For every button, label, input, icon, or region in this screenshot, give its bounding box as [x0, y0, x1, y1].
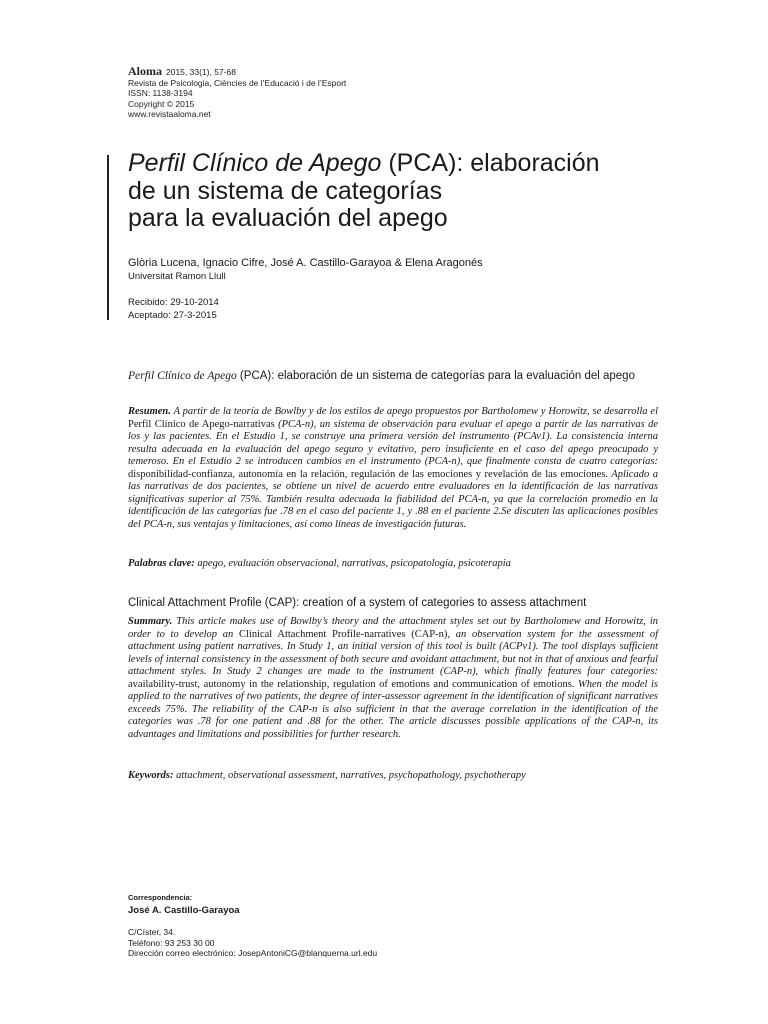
english-summary	[128, 616, 658, 741]
summary-text-2: Clinical Attachment Profile-narratives (CAP-n)	[238, 628, 448, 640]
correspondence-details	[128, 927, 377, 959]
journal-copyright: Copyright © 2015	[128, 98, 195, 109]
abstract-text-1: A partir de la teoría de Bowlby y de los estilos de apego propuestos por Bartholomew y Horowitz, se desarrolla el	[170, 406, 658, 417]
affiliation: Universitat Ramon Llull	[128, 271, 226, 282]
correspondence-phone: Teléfono: 93 253 30 00	[128, 937, 215, 948]
correspondence-address: C/Císter, 34.	[128, 927, 176, 937]
title-italic: Perfil Clínico de Apego	[128, 149, 382, 177]
abstract-text-5: Aplicado a las narrativas de dos pacientes, se obtiene un nivel de acuerdo entre evaluadores en la identificación de las narrativas significativas superior al 75%. También resulta adecuada la fiabilidad del PCA-n, ya que la correlación promedio en la identificación de las categorías fue .78 en el caso del paciente 1, y .88 en el paciente 2.Se discuten las aplicaciones posibles del PCA-n, sus ventajas y limitaciones, así como líneas de investigación futuras.	[128, 468, 658, 530]
journal-logo: Aloma	[128, 64, 162, 78]
journal-website[interactable]: www.revistaaloma.net	[128, 109, 211, 120]
abstract-label: Resumen.	[128, 406, 171, 417]
summary-text-1: This article makes use of Bowlby’s theory and the attachment styles set out by Bartholomew and Horowitz, in order to to develop an	[128, 616, 658, 640]
title-line-1	[128, 150, 688, 178]
journal-issue: 2015, 33(1), 57-68	[166, 67, 236, 77]
english-heading: Clinical Attachment Profile (CAP): creation of a system of categories to assess attachment	[128, 597, 587, 609]
abstract-text-3: (PCA-n), un sistema de observación para evaluar el apego a partir de las narrativas de los y las pacientes. En el Estudio 1, se construye una primera versión del instrumento (PCAv1). La consistencia interna resulta adecuada en la evaluación del apego seguro y evitativo, pero insuficiente en el caso del apego preocupado y temeroso. En el Estudio 2 se introducen cambios en el instrumento (PCA-n), que finalmente consta de cuatro categorías:	[128, 418, 658, 467]
title-line-2: de un sistema de categorías	[128, 176, 443, 205]
received-date: Recibido: 29-10-2014	[128, 297, 219, 308]
journal-issue-line	[128, 66, 346, 78]
summary-text-4: availability-trust, autonomy in the relationship, regulation of emotions and communication of emotions.	[128, 678, 575, 690]
keywords-label-en: Keywords:	[128, 770, 174, 781]
journal-subtitle: Revista de Psicologia, Ciències de l’Educació i de l’Esport	[128, 77, 347, 88]
summary-text-5: When the model is applied to the narratives of two patients, the degree of inter-assessor agreement in the identification of significant narratives exceeds 75%. The reliability of the CAP-n is also sufficient in that the average correlation in the identification of the categories was .78 for one patient and .88 for the other. The article discusses possible applications of the CAP-n, its advantages and limitations and possibilities for further research.	[128, 678, 658, 740]
journal-header	[128, 66, 346, 120]
correspondence-name: José A. Castillo-Garayoa	[128, 905, 240, 916]
spanish-heading-rest: (PCA): elaboración de un sistema de categorías para la evaluación del apego	[236, 370, 635, 382]
english-keywords	[128, 770, 658, 783]
article-title	[128, 150, 688, 233]
summary-label: Summary.	[128, 616, 173, 627]
abstract-text-4: disponibilidad-confianza, autonomía en la relación, regulación de las emociones y revelación de las emociones.	[128, 468, 608, 480]
keywords-es: apego, evaluación observacional, narrativas, psicopatología, psicoterapia	[194, 558, 511, 569]
spanish-heading	[128, 369, 658, 384]
keywords-en: attachment, observational assessment, narratives, psychopathology, psychotherapy	[173, 770, 526, 781]
spanish-heading-italic: Perfil Clínico de Apego	[128, 370, 237, 382]
correspondence-label: Correspondencia:	[128, 893, 193, 902]
accepted-date: Aceptado: 27-3-2015	[128, 309, 217, 321]
spanish-abstract	[128, 406, 658, 531]
title-line-1-rest: (PCA): elaboración	[381, 149, 600, 177]
title-vertical-rule	[107, 155, 109, 320]
spanish-keywords	[128, 558, 658, 571]
journal-issn: ISSN: 1138-3194	[128, 88, 193, 99]
authors: Glòria Lucena, Ignacio Cifre, José A. Castillo-Garayoa & Elena Aragonés	[128, 257, 483, 269]
abstract-text-2: Perfil Clínico de Apego-narrativas	[128, 418, 275, 430]
summary-text-3: , an observation system for the assessment of attachment using patient narratives. In Study 1, an initial version of this tool is built (ACPv1). The tool displays sufficient levels of internal consistency in the assessment of both secure and avoidant attachment, but not in that of anxious and fearful attachment styles. In Study 2 changes are made to the instrument (CAP-n), which finally features four categories:	[128, 628, 658, 677]
correspondence-email[interactable]: Dirección correo electrónico: JosepAntoniCG@blanquerna.url.edu	[128, 948, 378, 959]
keywords-label-es: Palabras clave:	[128, 558, 195, 569]
title-line-3: para la evaluación del apego	[128, 204, 448, 232]
dates	[128, 297, 219, 322]
